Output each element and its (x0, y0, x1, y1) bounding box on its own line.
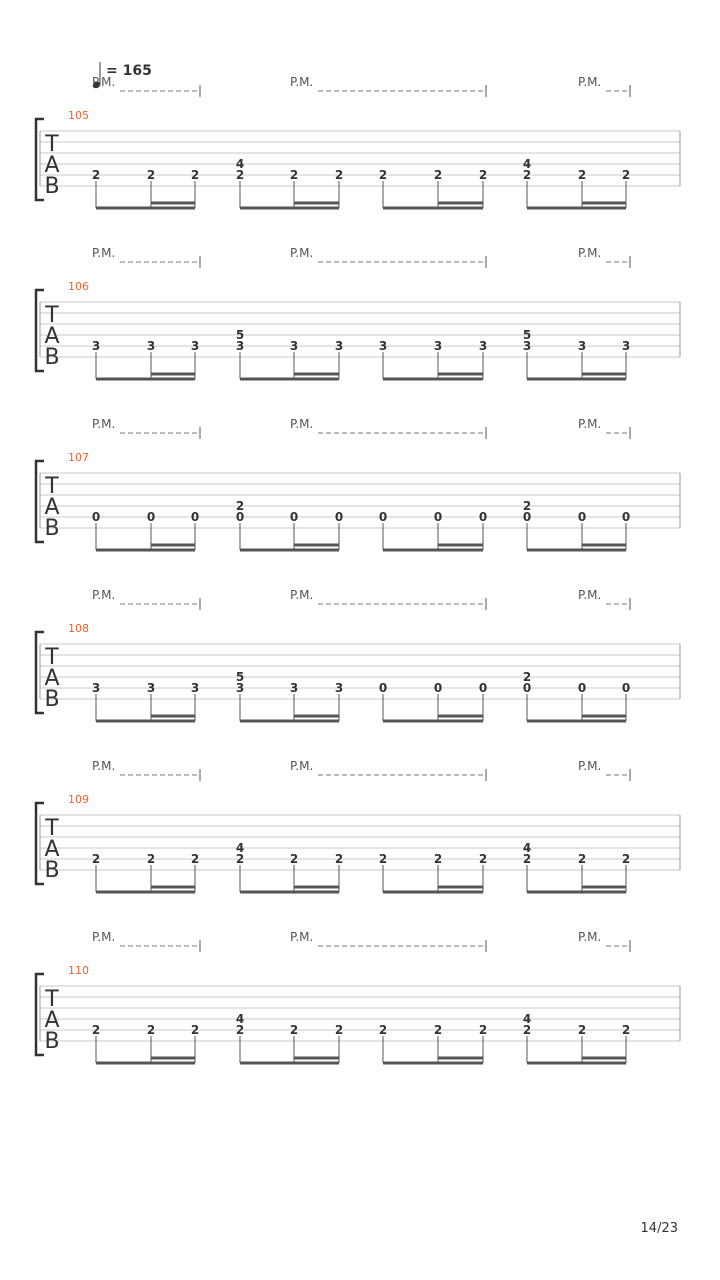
tab-clef-letter: T (45, 132, 59, 157)
fret-number: 2 (378, 852, 388, 866)
fret-number: 2 (235, 168, 245, 182)
fret-number: 2 (478, 1023, 488, 1037)
fret-number: 0 (522, 510, 532, 524)
tab-clef-letter: A (44, 1008, 60, 1033)
fret-number: 4 (522, 841, 532, 855)
fret-number: 3 (433, 339, 443, 353)
fret-number: 3 (91, 681, 101, 695)
tab-clef-letter: T (45, 303, 59, 328)
tab-clef-letter: A (44, 153, 60, 178)
palm-mute-label: P.M. (578, 759, 602, 773)
fret-number: 3 (190, 339, 200, 353)
measure-number: 107 (68, 451, 89, 464)
fret-number: 3 (289, 339, 299, 353)
measure-number: 109 (68, 793, 89, 806)
fret-number: 2 (577, 168, 587, 182)
fret-number: 0 (577, 681, 587, 695)
fret-number: 2 (378, 168, 388, 182)
fret-number: 2 (621, 168, 631, 182)
tab-clef-letter: T (45, 816, 59, 841)
fret-number: 5 (235, 670, 245, 684)
fret-number: 2 (91, 852, 101, 866)
fret-number: 2 (190, 852, 200, 866)
tab-clef-letter: T (45, 645, 59, 670)
fret-number: 4 (235, 841, 245, 855)
fret-number: 2 (621, 852, 631, 866)
fret-number: 2 (146, 1023, 156, 1037)
fret-number: 0 (522, 681, 532, 695)
fret-number: 3 (91, 339, 101, 353)
fret-number: 2 (190, 168, 200, 182)
fret-number: 2 (577, 852, 587, 866)
fret-number: 2 (235, 499, 245, 513)
palm-mute-label: P.M. (578, 930, 602, 944)
measure-number: 110 (68, 964, 89, 977)
fret-number: 3 (146, 681, 156, 695)
fret-number: 3 (478, 339, 488, 353)
fret-number: 0 (334, 510, 344, 524)
tab-clef-letter: B (44, 345, 60, 370)
tab-clef-letter: B (44, 1029, 60, 1054)
fret-number: 3 (334, 681, 344, 695)
tab-clef-letter: B (44, 174, 60, 199)
tab-clef-letter: A (44, 837, 60, 862)
fret-number: 2 (190, 1023, 200, 1037)
tab-clef-letter: T (45, 474, 59, 499)
fret-number: 3 (289, 681, 299, 695)
fret-number: 2 (91, 1023, 101, 1037)
measure-number: 106 (68, 280, 89, 293)
fret-number: 2 (433, 1023, 443, 1037)
tab-clef-letter: A (44, 666, 60, 691)
fret-number: 3 (190, 681, 200, 695)
fret-number: 3 (577, 339, 587, 353)
tab-clef-letter: A (44, 324, 60, 349)
palm-mute-label: P.M. (290, 246, 314, 260)
palm-mute-label: P.M. (578, 417, 602, 431)
fret-number: 4 (522, 1012, 532, 1026)
fret-number: 0 (621, 681, 631, 695)
fret-number: 2 (478, 852, 488, 866)
tab-clef-letter: B (44, 516, 60, 541)
fret-number: 2 (289, 168, 299, 182)
fret-number: 2 (289, 852, 299, 866)
palm-mute-label: P.M. (290, 759, 314, 773)
fret-number: 2 (334, 168, 344, 182)
measure-number: 108 (68, 622, 89, 635)
tab-clef-letter: T (45, 987, 59, 1012)
fret-number: 3 (378, 339, 388, 353)
fret-number: 0 (577, 510, 587, 524)
fret-number: 2 (522, 168, 532, 182)
page-number: 14/23 (640, 1221, 678, 1236)
palm-mute-label: P.M. (578, 246, 602, 260)
fret-number: 2 (621, 1023, 631, 1037)
fret-number: 2 (433, 852, 443, 866)
fret-number: 0 (378, 681, 388, 695)
fret-number: 0 (433, 681, 443, 695)
palm-mute-label: P.M. (290, 930, 314, 944)
fret-number: 3 (235, 681, 245, 695)
fret-number: 5 (235, 328, 245, 342)
tempo-marking: = 165 (106, 63, 152, 79)
fret-number: 0 (190, 510, 200, 524)
fret-number: 0 (478, 681, 488, 695)
palm-mute-label: P.M. (578, 75, 602, 89)
fret-number: 2 (522, 670, 532, 684)
palm-mute-label: P.M. (92, 588, 116, 602)
palm-mute-label: P.M. (92, 246, 116, 260)
fret-number: 0 (91, 510, 101, 524)
fret-number: 2 (522, 852, 532, 866)
palm-mute-label: P.M. (92, 930, 116, 944)
fret-number: 2 (91, 168, 101, 182)
palm-mute-label: P.M. (290, 417, 314, 431)
palm-mute-label: P.M. (92, 75, 116, 89)
palm-mute-label: P.M. (92, 759, 116, 773)
tab-clef-letter: A (44, 495, 60, 520)
fret-number: 2 (146, 168, 156, 182)
fret-number: 3 (334, 339, 344, 353)
measure-number: 105 (68, 109, 89, 122)
fret-number: 2 (378, 1023, 388, 1037)
fret-number: 4 (235, 1012, 245, 1026)
fret-number: 0 (146, 510, 156, 524)
palm-mute-label: P.M. (290, 588, 314, 602)
fret-number: 0 (378, 510, 388, 524)
fret-number: 3 (146, 339, 156, 353)
palm-mute-label: P.M. (290, 75, 314, 89)
fret-number: 2 (478, 168, 488, 182)
fret-number: 2 (289, 1023, 299, 1037)
tab-clef-letter: B (44, 687, 60, 712)
fret-number: 5 (522, 328, 532, 342)
fret-number: 2 (334, 852, 344, 866)
fret-number: 2 (334, 1023, 344, 1037)
fret-number: 0 (289, 510, 299, 524)
fret-number: 0 (433, 510, 443, 524)
fret-number: 2 (577, 1023, 587, 1037)
fret-number: 4 (235, 157, 245, 171)
palm-mute-label: P.M. (578, 588, 602, 602)
fret-number: 2 (235, 1023, 245, 1037)
fret-number: 3 (522, 339, 532, 353)
fret-number: 3 (235, 339, 245, 353)
fret-number: 2 (235, 852, 245, 866)
fret-number: 2 (146, 852, 156, 866)
fret-number: 2 (433, 168, 443, 182)
palm-mute-label: P.M. (92, 417, 116, 431)
fret-number: 3 (621, 339, 631, 353)
fret-number: 0 (621, 510, 631, 524)
tab-clef-letter: B (44, 858, 60, 883)
fret-number: 0 (478, 510, 488, 524)
fret-number: 2 (522, 1023, 532, 1037)
fret-number: 2 (522, 499, 532, 513)
fret-number: 0 (235, 510, 245, 524)
fret-number: 4 (522, 157, 532, 171)
